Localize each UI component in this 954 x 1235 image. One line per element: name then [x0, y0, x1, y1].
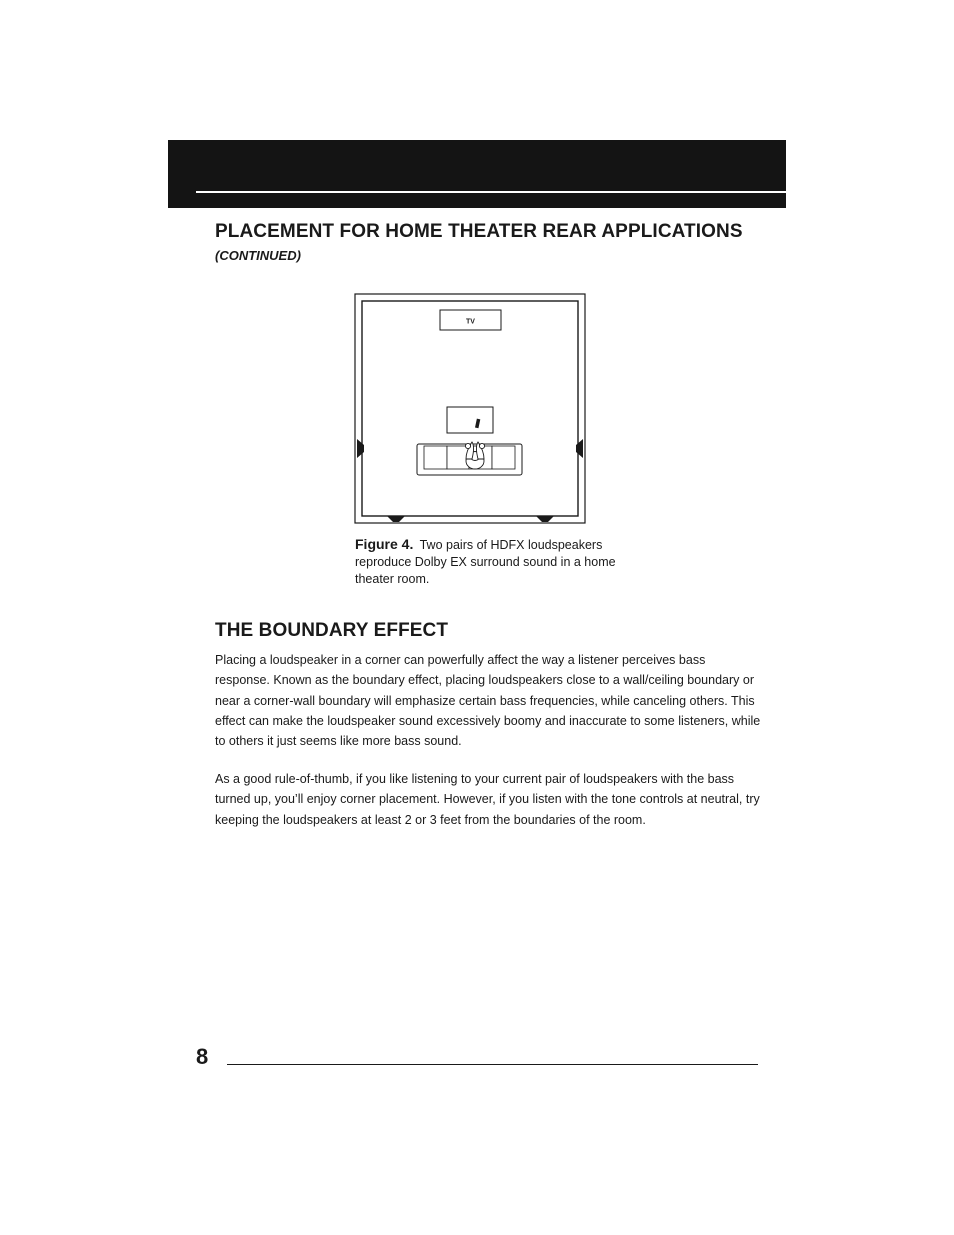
section-subtitle-continued: (CONTINUED): [215, 248, 301, 263]
tv-label: TV: [466, 318, 475, 326]
header-band: [168, 140, 786, 208]
figure-caption-label: Figure 4.: [355, 536, 414, 552]
body-paragraph: Placing a loudspeaker in a corner can powerfully affect the way a listener perceives bass response. Known as the boundary effect, placing loudspeakers close to a wall/ceiling boundary or near a corner-wall boundary will emphasize certain bass frequencies, while canceling others. This effect can make the loudspeaker sound excessively boomy and inaccurate to some listeners, while to others it just seems like more bass sound.: [215, 653, 761, 749]
section-title-boundary-effect: THE BOUNDARY EFFECT: [215, 620, 449, 641]
body-paragraph: As a good rule-of-thumb, if you like listening to your current pair of loudspeakers with the bass turned up, you’ll enjoy corner placement. However, if you listen with the tone controls at neutral, try keeping the loudspeakers at least 2 or 3 feet from the boundaries of the room.: [215, 772, 760, 827]
coffee-table: [447, 407, 493, 433]
figure-caption: [355, 536, 625, 588]
page-number: 8: [196, 1044, 209, 1069]
room-diagram: [354, 293, 586, 525]
sofa-cushion-left: [424, 446, 447, 469]
header-rule: [196, 191, 786, 193]
footer-rule: [227, 1064, 758, 1065]
sofa-cushion-right: [492, 446, 515, 469]
figure-caption-text: Two pairs of HDFX loudspeakers reproduce Dolby EX surround sound in a home theater room.: [355, 538, 616, 586]
section-title-placement: PLACEMENT FOR HOME THEATER REAR APPLICATIONS: [215, 221, 743, 242]
